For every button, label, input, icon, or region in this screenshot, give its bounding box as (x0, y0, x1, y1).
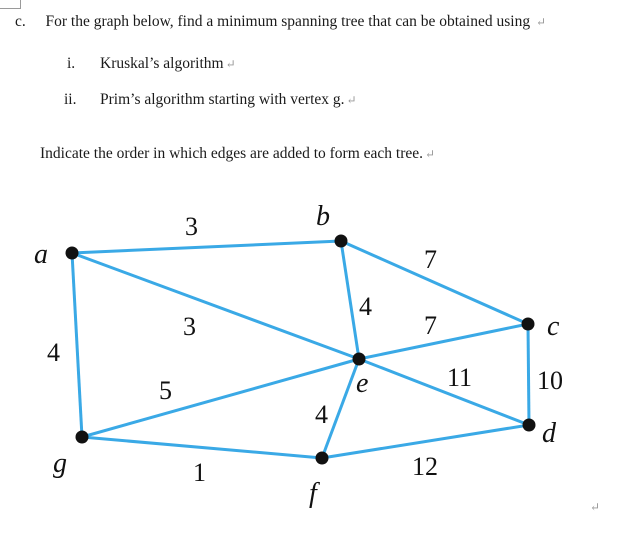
instruction-text: Indicate the order in which edges are added to form each tree. (40, 145, 424, 162)
list-item-number: i. (67, 55, 76, 72)
vertex-a (66, 247, 79, 260)
vertex-label-f: f (309, 478, 317, 509)
vertex-label-d: d (542, 418, 556, 449)
vertex-g (76, 431, 89, 444)
vertex-c (522, 318, 535, 331)
edge-weight-e-c: 7 (424, 311, 437, 340)
edge-weight-a-g: 4 (47, 338, 60, 367)
paragraph-mark-icon: ↵ (225, 57, 236, 71)
edge-c-d (528, 324, 529, 425)
list-item-text: Prim’s algorithm starting with vertex g. (100, 91, 345, 108)
edge-weight-f-d: 12 (412, 452, 438, 481)
vertex-b (335, 235, 348, 248)
paragraph-mark-icon: ↵ (425, 147, 436, 161)
vertex-label-b: b (316, 201, 330, 232)
paragraph-mark-icon: ↵ (535, 15, 547, 29)
vertex-e (353, 353, 366, 366)
edge-e-d (359, 359, 529, 425)
edge-weight-b-c: 7 (424, 245, 437, 274)
paragraph-mark-icon: ↵ (346, 93, 357, 107)
edge-a-e (72, 253, 359, 359)
list-item-text: Kruskal’s algorithm (100, 55, 224, 72)
edge-a-g (72, 253, 82, 437)
edge-e-c (359, 324, 528, 359)
vertex-label-g: g (53, 448, 67, 479)
question-label: c. (15, 13, 26, 30)
question-text: For the graph below, find a minimum spanning tree that can be obtained using (45, 13, 531, 30)
edge-weight-e-f: 4 (315, 400, 328, 429)
vertex-label-a: a (34, 239, 48, 270)
list-item-number: ii. (64, 91, 77, 108)
vertex-label-c: c (547, 311, 560, 342)
edge-weight-e-d: 11 (447, 363, 473, 392)
edge-weight-a-e: 3 (183, 312, 196, 341)
edge-weight-b-e: 4 (359, 292, 372, 321)
edge-g-f (82, 437, 322, 458)
vertex-f (316, 452, 329, 465)
edge-weight-a-b: 3 (185, 212, 198, 241)
paragraph-mark-icon: ↵ (590, 500, 601, 514)
edge-weight-g-f: 1 (193, 458, 206, 487)
edge-a-b (72, 241, 341, 253)
vertex-label-e: e (356, 368, 369, 399)
edge-weight-e-g: 5 (159, 376, 172, 405)
edge-b-e (341, 241, 359, 359)
edge-weight-c-d: 10 (537, 366, 563, 395)
vertex-d (523, 419, 536, 432)
